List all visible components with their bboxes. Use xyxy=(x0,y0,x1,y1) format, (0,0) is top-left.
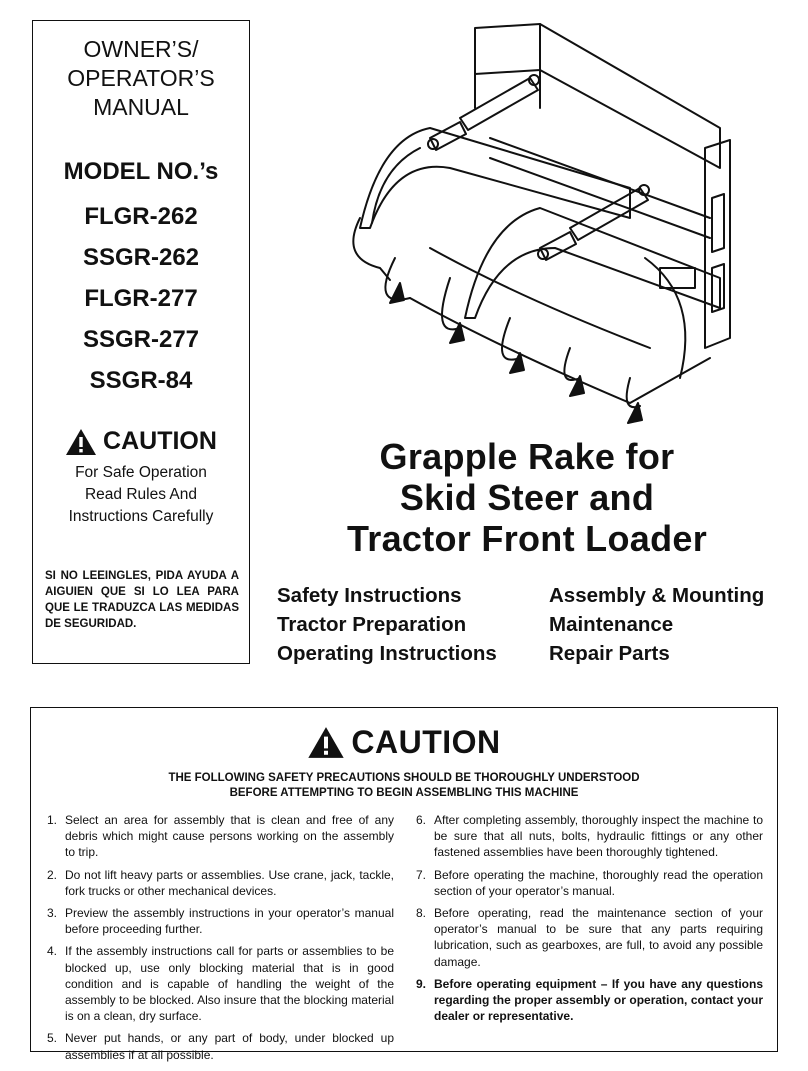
safe-line: For Safe Operation xyxy=(75,464,207,481)
title-line: Skid Steer and xyxy=(399,477,655,518)
rule-item xyxy=(47,1030,394,1062)
rule-number: 3. xyxy=(47,906,58,921)
title-line: Grapple Rake for xyxy=(379,436,675,477)
topic-item: Maintenance xyxy=(549,613,674,636)
assembly-caution-box xyxy=(30,707,778,1062)
safety-rules xyxy=(31,812,777,1069)
rule-text: Never put hands, or any part of body, under blocked up assemblies if at all possible. xyxy=(65,1031,394,1062)
title-line: Tractor Front Loader xyxy=(346,518,708,559)
warning-triangle-icon xyxy=(307,726,345,759)
rule-text: After completing assembly, thoroughly inspect the machine to be sure that all nuts, bolts, hydraulic fittings or any other fastened assemblies have been thoroughly tightened. xyxy=(434,813,763,860)
warning-triangle-icon xyxy=(65,428,97,456)
rule-text: Preview the assembly instructions in your operator’s manual before proceeding further. xyxy=(65,906,394,937)
topic-item: Assembly & Mounting xyxy=(549,584,765,607)
manual-line: OPERATOR’S xyxy=(67,65,215,91)
manual-line: OWNER’S/ xyxy=(83,36,199,62)
topic-item: Operating Instructions xyxy=(277,642,497,665)
rule-item xyxy=(416,812,763,861)
subheading-line: THE FOLLOWING SAFETY PRECAUTIONS SHOULD BE THOROUGHLY UNDERSTOOD xyxy=(168,772,640,784)
caution-label-small xyxy=(33,427,249,456)
rule-item xyxy=(416,867,763,899)
rule-number: 6. xyxy=(416,813,427,827)
rule-text: Before operating the machine, thoroughly read the operation section of your operator’s manual. xyxy=(434,867,763,898)
rule-number: 2. xyxy=(47,867,58,882)
manual-type xyxy=(33,35,249,122)
spanish-notice: SI NO LEEINGLES, PIDA AYUDA A AIGUIEN QUE SI LO LEA PARA QUE LE TRADUZCA LAS MEDIDAS DE SEGURIDAD. xyxy=(45,570,239,630)
rule-text: Do not lift heavy parts or assemblies. Use crane, jack, tackle, fork trucks or other mechanical devices. xyxy=(65,867,394,898)
rule-number: 8. xyxy=(416,906,427,921)
model-number: SSGR-277 xyxy=(82,326,200,353)
rule-text: Select an area for assembly that is clean and free of any debris which might cause persons working on the assembly to trip. xyxy=(65,813,394,860)
rules-column-left xyxy=(47,812,406,1069)
rule-number: 1. xyxy=(47,813,58,827)
rule-number: 4. xyxy=(47,944,58,959)
model-info-box xyxy=(32,20,250,664)
caution-subheading xyxy=(31,771,777,801)
rule-item xyxy=(47,867,394,899)
model-label: MODEL NO.’s xyxy=(63,158,219,185)
model-number: FLGR-277 xyxy=(84,285,198,312)
safe-operation-notice xyxy=(33,462,249,528)
rule-item xyxy=(47,812,394,861)
safe-line: Instructions Carefully xyxy=(68,508,214,525)
topic-item: Tractor Preparation xyxy=(277,613,467,636)
manual-topics xyxy=(277,584,787,666)
topic-item: Repair Parts xyxy=(549,642,670,665)
rule-text: Before operating, read the maintenance section of your operator’s manual to be sure that any parts requiring lubrication, such as gearboxes, are full, to avoid any possible damage. xyxy=(434,906,763,969)
safe-line: Read Rules And xyxy=(84,486,198,503)
rule-item xyxy=(416,976,763,1025)
rule-number: 9. xyxy=(416,976,427,991)
model-number: SSGR-262 xyxy=(82,244,200,271)
subheading-line: BEFORE ATTEMPTING TO BEGIN ASSEMBLING THIS MACHINE xyxy=(229,787,579,799)
rule-text: Before operating equipment – If you have any questions regarding the proper assembly or operation, contact your dealer or representative. xyxy=(434,976,763,1024)
caution-heading-text: CAUTION xyxy=(351,724,501,760)
rule-text: If the assembly instructions call for parts or assemblies to be blocked up, use only blocking material that is in good condition and is capable of handling the weight of the assembly to be blocked. Also insure that the blocking material is on a clean, dry surface. xyxy=(65,944,394,1024)
caution-heading xyxy=(31,724,777,761)
rule-item xyxy=(47,943,394,1024)
rule-number: 7. xyxy=(416,867,427,882)
model-number: FLGR-262 xyxy=(84,203,198,230)
grapple-rake-illustration xyxy=(300,18,740,428)
manual-line: MANUAL xyxy=(93,94,189,120)
product-title xyxy=(280,436,774,559)
rule-item xyxy=(47,905,394,937)
rule-number: 5. xyxy=(47,1031,58,1046)
rules-column-right xyxy=(406,812,763,1069)
model-number: SSGR-84 xyxy=(89,367,193,394)
topic-item: Safety Instructions xyxy=(277,584,462,607)
caution-text: CAUTION xyxy=(103,427,217,455)
rule-item xyxy=(416,905,763,970)
model-list xyxy=(33,196,249,401)
